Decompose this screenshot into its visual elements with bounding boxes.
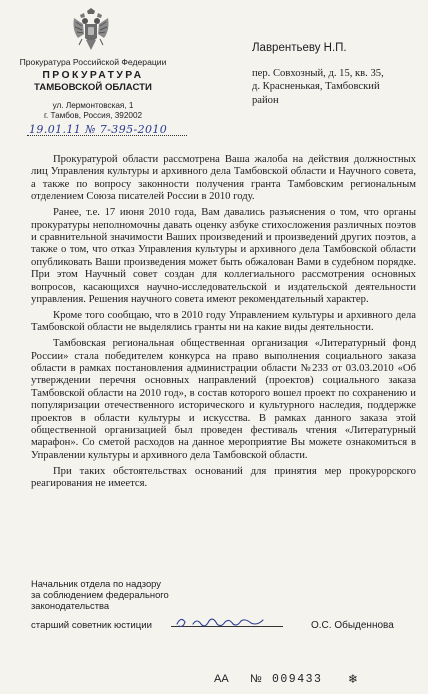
sender-city: г. Тамбов, Россия, 392002 — [43, 111, 143, 120]
recipient-address-line3: район — [252, 94, 279, 106]
signatory-department — [31, 578, 416, 611]
signature-scribble-icon — [171, 612, 289, 634]
signatory-position: старший советник юстиции — [31, 620, 152, 631]
registration-handwritten: 19.01.11 № 7-395-2010 — [29, 123, 168, 136]
paragraph-5: При таких обстоятельствах оснований для принятия мер прокурорского реагирования не имеется. — [31, 465, 416, 490]
sender-street: ул. Лермонтовская, 1 — [52, 101, 134, 110]
form-number: 009433 — [272, 673, 323, 686]
recipient-address-line1: пер. Совхозный, д. 15, кв. 35, — [252, 68, 384, 79]
region-name: ТАМБОВСКОЙ ОБЛАСТИ — [34, 82, 152, 93]
form-series: АА — [214, 673, 229, 685]
dept-line-2: за соблюдением федерального — [31, 589, 169, 600]
recipient-address — [252, 67, 424, 107]
paragraph-4: Тамбовская региональная общественная организация «Литературный фонд России» стала победителем конкурса на право выполнения социального заказа области в рамках постановления администрации области №233 от 03.03.2010 «Об утверждении перечня основных направлений (проектов) социального заказа Тамбовской области на 2010 год», в состав которого вошел проект по сохранению и популяризации отечественного исторического и культурного наследия, поддержке проектов в области культуры и искусства. В рамках данного заказа этой общественной организацией был проведен фестиваль чтения «Литературный марафон». Со сметой расходов на данное мероприятие Вы можете ознакомиться в Управлении культуры и архивного дела Тамбовской области. — [31, 338, 416, 461]
recipient-address-line2: д. Красненькая, Тамбовский — [252, 81, 380, 93]
recipient-name: Лаврентьеву Н.П. — [252, 42, 347, 54]
signature-row — [31, 614, 419, 634]
form-serial — [214, 672, 394, 688]
form-number-sign: № — [250, 673, 262, 685]
dept-line-1: Начальник отдела по надзору — [31, 578, 161, 589]
org-name: ПРОКУРАТУРА — [42, 70, 144, 81]
paragraph-1: Прокуратурой области рассмотрена Ваша жалоба на действия должностных лиц Управления культуры и архивного дела Тамбовской области и Научного совета, а также по вопросу законности получения гранта Тамбовским региональным отделением Союза писателей России в 2010 году. — [31, 154, 416, 203]
sender-block — [0, 57, 186, 121]
ornament-icon: ❄ — [348, 672, 359, 686]
dept-line-3: законодательства — [31, 600, 110, 611]
signatory-name: О.С. Обыденнова — [311, 620, 394, 631]
letter-body — [31, 154, 416, 491]
recipient-block — [252, 42, 424, 107]
paragraph-3: Кроме того сообщаю, что в 2010 году Управлением культуры и архивного дела Тамбовской области не выделялись гранты ни на какие виды деятельности. — [31, 309, 416, 334]
federation-line: Прокуратура Российской Федерации — [19, 57, 167, 67]
handwritten-signature — [171, 612, 289, 634]
paragraph-2: Ранее, т.е. 17 июня 2010 года, Вам давались разъяснения о том, что органы прокуратуры неполномочны давать оценку азбуке стихосложения различных поэтов и сравнительной значимости Ваших произведений и произведений других поэтов, а также о том, что отказ Управления культуры и архивного дела Тамбовской области опубликовать Ваши произведения может быть обжалован Вами в судебном порядке. При этом Научный совет создан для коллегиального рассмотрения основных вопросов, касающихся научно-исследовательской и издательской деятельности управления. Решения научного совета имеют рекомендательный характер. — [31, 207, 416, 305]
eagle-emblem-icon — [70, 8, 112, 54]
registration-line — [27, 125, 187, 141]
